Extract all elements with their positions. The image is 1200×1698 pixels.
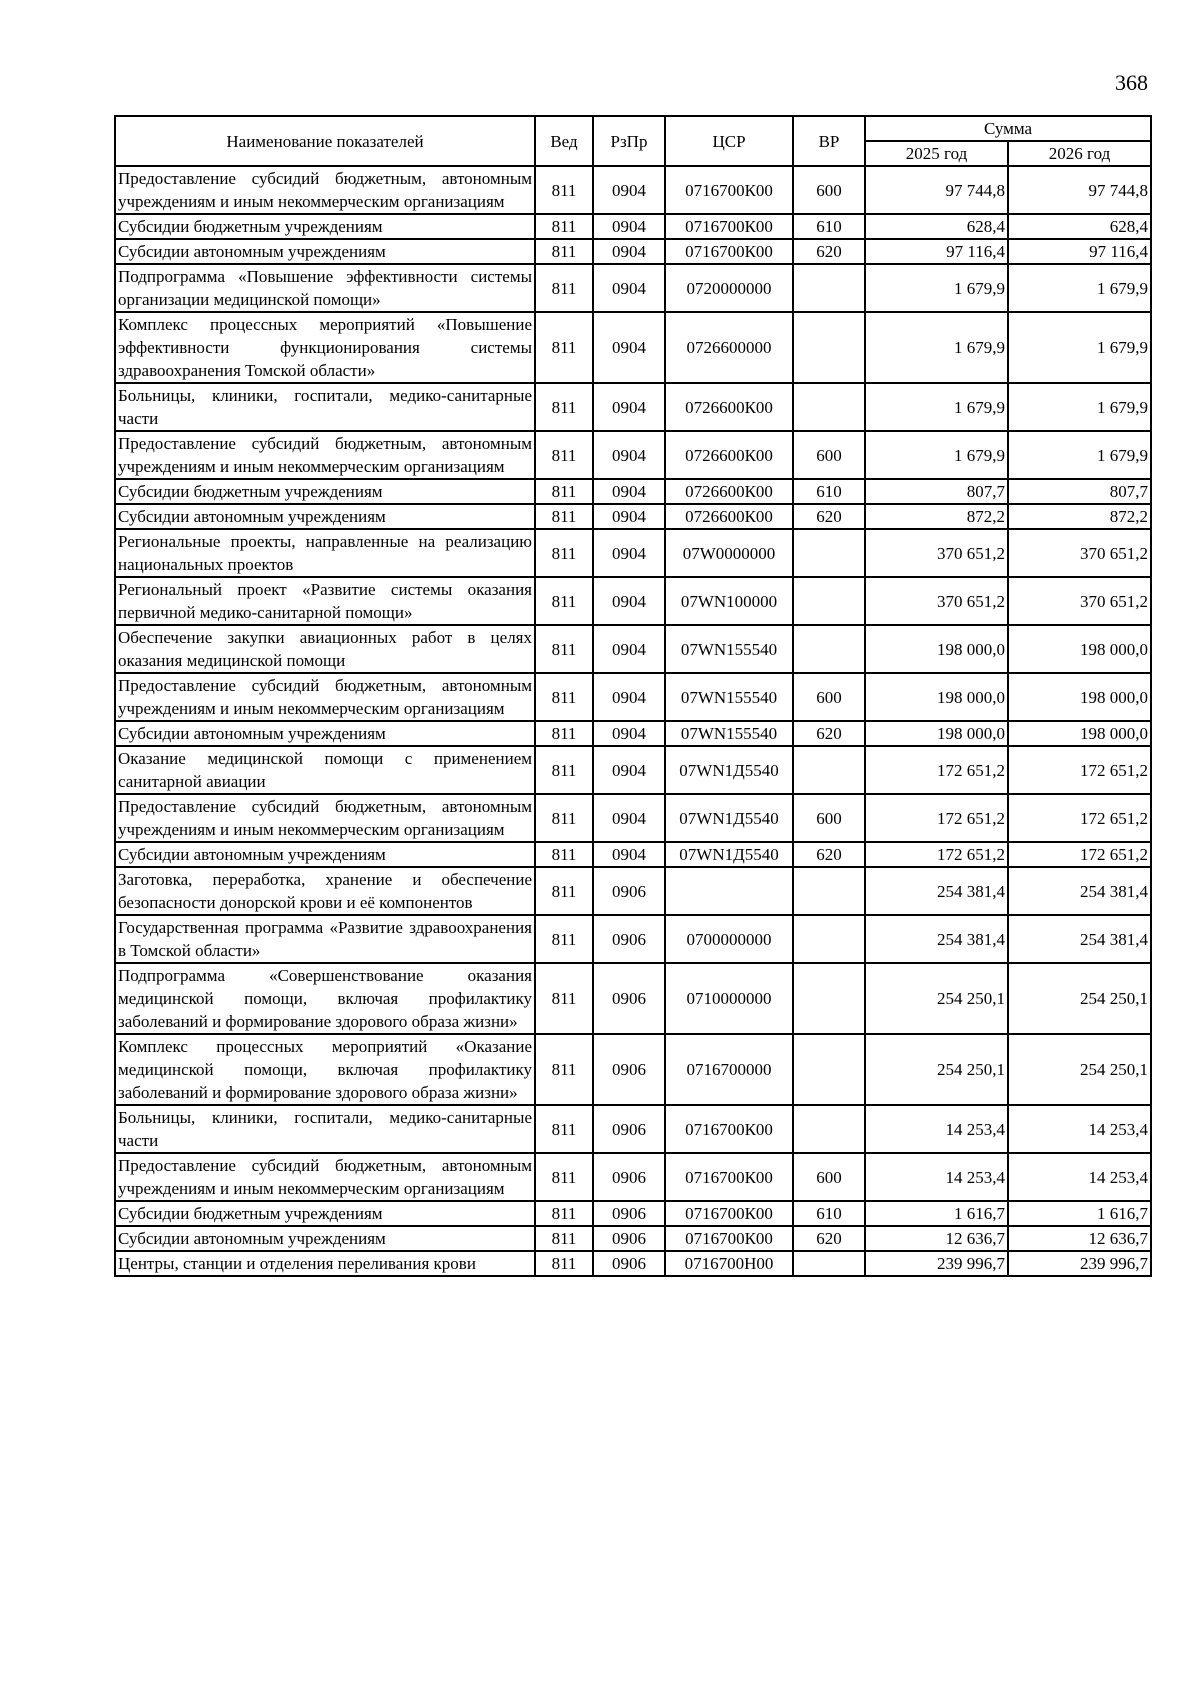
cell-name: Государственная программа «Развитие здравоохранения в Томской области» (115, 915, 535, 963)
cell-2025: 198 000,0 (865, 673, 1008, 721)
cell-2026: 254 381,4 (1008, 915, 1151, 963)
cell-vr: 600 (793, 431, 865, 479)
cell-csr: 07WN155540 (665, 625, 793, 673)
cell-ved: 811 (535, 214, 593, 239)
cell-2026: 1 616,7 (1008, 1201, 1151, 1226)
cell-ved: 811 (535, 529, 593, 577)
cell-vr (793, 963, 865, 1034)
table-row (115, 721, 1151, 746)
cell-2025: 254 381,4 (865, 867, 1008, 915)
cell-vr: 600 (793, 1153, 865, 1201)
cell-ved: 811 (535, 721, 593, 746)
cell-ved: 811 (535, 239, 593, 264)
cell-2025: 239 996,7 (865, 1251, 1008, 1276)
cell-name: Больницы, клиники, госпитали, медико-санитарные части (115, 383, 535, 431)
cell-csr: 0710000000 (665, 963, 793, 1034)
table-row (115, 1034, 1151, 1105)
cell-2026: 14 253,4 (1008, 1153, 1151, 1201)
cell-csr: 07WN155540 (665, 721, 793, 746)
cell-rzpr: 0904 (593, 166, 665, 214)
cell-name: Региональные проекты, направленные на реализацию национальных проектов (115, 529, 535, 577)
cell-vr: 610 (793, 214, 865, 239)
cell-ved: 811 (535, 383, 593, 431)
cell-vr: 620 (793, 504, 865, 529)
cell-vr (793, 577, 865, 625)
cell-2026: 1 679,9 (1008, 383, 1151, 431)
table-row (115, 239, 1151, 264)
cell-ved: 811 (535, 746, 593, 794)
cell-csr: 0716700К00 (665, 214, 793, 239)
header-2025: 2025 год (865, 141, 1008, 166)
cell-ved: 811 (535, 1226, 593, 1251)
cell-csr: 0716700К00 (665, 239, 793, 264)
cell-2026: 807,7 (1008, 479, 1151, 504)
cell-csr: 07WN1Д5540 (665, 794, 793, 842)
header-csr: ЦСР (665, 116, 793, 166)
table-row (115, 383, 1151, 431)
cell-csr: 0716700К00 (665, 1201, 793, 1226)
cell-vr (793, 1105, 865, 1153)
table-row (115, 1251, 1151, 1276)
cell-ved: 811 (535, 625, 593, 673)
cell-2025: 628,4 (865, 214, 1008, 239)
cell-vr (793, 529, 865, 577)
page-number: 368 (1115, 70, 1148, 95)
cell-2026: 198 000,0 (1008, 673, 1151, 721)
cell-ved: 811 (535, 673, 593, 721)
cell-2026: 872,2 (1008, 504, 1151, 529)
cell-2026: 172 651,2 (1008, 794, 1151, 842)
cell-ved: 811 (535, 264, 593, 312)
cell-2026: 1 679,9 (1008, 312, 1151, 383)
cell-vr: 600 (793, 794, 865, 842)
table-row (115, 529, 1151, 577)
table-row (115, 1105, 1151, 1153)
cell-ved: 811 (535, 794, 593, 842)
cell-csr: 0726600К00 (665, 504, 793, 529)
cell-2025: 14 253,4 (865, 1105, 1008, 1153)
cell-2025: 254 381,4 (865, 915, 1008, 963)
cell-vr (793, 915, 865, 963)
cell-ved: 811 (535, 312, 593, 383)
cell-rzpr: 0904 (593, 721, 665, 746)
cell-2025: 172 651,2 (865, 842, 1008, 867)
cell-csr: 0716700000 (665, 1034, 793, 1105)
cell-2026: 14 253,4 (1008, 1105, 1151, 1153)
cell-2026: 1 679,9 (1008, 264, 1151, 312)
table-header (115, 116, 1151, 166)
cell-rzpr: 0906 (593, 963, 665, 1034)
cell-ved: 811 (535, 963, 593, 1034)
cell-name: Предоставление субсидий бюджетным, автономным учреждениям и иным некоммерческим организациям (115, 673, 535, 721)
cell-ved: 811 (535, 1105, 593, 1153)
cell-vr: 610 (793, 479, 865, 504)
cell-rzpr: 0906 (593, 867, 665, 915)
budget-table (114, 115, 1152, 1277)
header-2026: 2026 год (1008, 141, 1151, 166)
cell-2025: 370 651,2 (865, 529, 1008, 577)
cell-2025: 97 116,4 (865, 239, 1008, 264)
cell-name: Субсидии бюджетным учреждениям (115, 1201, 535, 1226)
cell-ved: 811 (535, 1251, 593, 1276)
header-sum: Сумма (865, 116, 1151, 141)
cell-rzpr: 0904 (593, 214, 665, 239)
cell-ved: 811 (535, 1034, 593, 1105)
cell-2026: 254 250,1 (1008, 963, 1151, 1034)
cell-rzpr: 0904 (593, 431, 665, 479)
cell-2026: 1 679,9 (1008, 431, 1151, 479)
cell-name: Субсидии автономным учреждениям (115, 504, 535, 529)
cell-rzpr: 0906 (593, 1251, 665, 1276)
cell-2025: 172 651,2 (865, 794, 1008, 842)
cell-csr: 0726600К00 (665, 479, 793, 504)
table-row (115, 166, 1151, 214)
cell-csr: 07W0000000 (665, 529, 793, 577)
cell-vr: 620 (793, 1226, 865, 1251)
table-row (115, 431, 1151, 479)
cell-ved: 811 (535, 842, 593, 867)
cell-2025: 97 744,8 (865, 166, 1008, 214)
cell-csr: 07WN100000 (665, 577, 793, 625)
cell-rzpr: 0904 (593, 264, 665, 312)
cell-csr: 0716700К00 (665, 1105, 793, 1153)
header-vr: ВР (793, 116, 865, 166)
cell-vr: 620 (793, 239, 865, 264)
cell-rzpr: 0906 (593, 1153, 665, 1201)
cell-vr: 620 (793, 721, 865, 746)
cell-csr: 0716700К00 (665, 166, 793, 214)
table-row (115, 312, 1151, 383)
cell-name: Оказание медицинской помощи с применением санитарной авиации (115, 746, 535, 794)
cell-rzpr: 0904 (593, 383, 665, 431)
cell-ved: 811 (535, 504, 593, 529)
cell-rzpr: 0904 (593, 842, 665, 867)
cell-2026: 370 651,2 (1008, 577, 1151, 625)
cell-2026: 628,4 (1008, 214, 1151, 239)
cell-2025: 1 616,7 (865, 1201, 1008, 1226)
table-row (115, 479, 1151, 504)
cell-2026: 254 250,1 (1008, 1034, 1151, 1105)
cell-name: Предоставление субсидий бюджетным, автономным учреждениям и иным некоммерческим организациям (115, 166, 535, 214)
cell-name: Подпрограмма «Повышение эффективности системы организации медицинской помощи» (115, 264, 535, 312)
table-row (115, 842, 1151, 867)
cell-2025: 1 679,9 (865, 431, 1008, 479)
cell-csr: 0716700К00 (665, 1226, 793, 1251)
cell-rzpr: 0904 (593, 504, 665, 529)
cell-name: Обеспечение закупки авиационных работ в целях оказания медицинской помощи (115, 625, 535, 673)
cell-rzpr: 0906 (593, 1226, 665, 1251)
cell-vr: 610 (793, 1201, 865, 1226)
table-row (115, 1201, 1151, 1226)
cell-2026: 12 636,7 (1008, 1226, 1151, 1251)
cell-2025: 12 636,7 (865, 1226, 1008, 1251)
cell-name: Центры, станции и отделения переливания крови (115, 1251, 535, 1276)
cell-rzpr: 0906 (593, 1105, 665, 1153)
cell-vr: 600 (793, 166, 865, 214)
cell-rzpr: 0904 (593, 239, 665, 264)
header-rzpr: РзПр (593, 116, 665, 166)
table-row (115, 264, 1151, 312)
cell-vr (793, 625, 865, 673)
cell-ved: 811 (535, 915, 593, 963)
cell-csr (665, 867, 793, 915)
table-body (115, 166, 1151, 1276)
cell-ved: 811 (535, 577, 593, 625)
cell-name: Субсидии автономным учреждениям (115, 721, 535, 746)
cell-2025: 1 679,9 (865, 312, 1008, 383)
cell-rzpr: 0904 (593, 794, 665, 842)
table-row (115, 504, 1151, 529)
cell-name: Субсидии бюджетным учреждениям (115, 214, 535, 239)
cell-name: Предоставление субсидий бюджетным, автономным учреждениям и иным некоммерческим организациям (115, 1153, 535, 1201)
cell-2026: 172 651,2 (1008, 746, 1151, 794)
cell-2025: 1 679,9 (865, 264, 1008, 312)
cell-csr: 0726600000 (665, 312, 793, 383)
cell-name: Предоставление субсидий бюджетным, автономным учреждениям и иным некоммерческим организациям (115, 794, 535, 842)
cell-name: Подпрограмма «Совершенствование оказания медицинской помощи, включая профилактику заболеваний и формирование здорового образа жизни» (115, 963, 535, 1034)
cell-rzpr: 0904 (593, 312, 665, 383)
cell-rzpr: 0904 (593, 625, 665, 673)
table-row (115, 915, 1151, 963)
cell-ved: 811 (535, 166, 593, 214)
cell-2026: 370 651,2 (1008, 529, 1151, 577)
cell-name: Комплекс процессных мероприятий «Оказание медицинской помощи, включая профилактику заболеваний и формирование здорового образа жизни» (115, 1034, 535, 1105)
cell-2025: 198 000,0 (865, 625, 1008, 673)
cell-ved: 811 (535, 867, 593, 915)
header-ved: Вед (535, 116, 593, 166)
cell-rzpr: 0904 (593, 479, 665, 504)
cell-2025: 172 651,2 (865, 746, 1008, 794)
cell-rzpr: 0904 (593, 673, 665, 721)
cell-vr (793, 746, 865, 794)
cell-2026: 172 651,2 (1008, 842, 1151, 867)
cell-2025: 198 000,0 (865, 721, 1008, 746)
cell-name: Субсидии бюджетным учреждениям (115, 479, 535, 504)
cell-vr (793, 312, 865, 383)
cell-csr: 07WN155540 (665, 673, 793, 721)
cell-2025: 254 250,1 (865, 963, 1008, 1034)
cell-name: Больницы, клиники, госпитали, медико-санитарные части (115, 1105, 535, 1153)
table-row (115, 577, 1151, 625)
cell-2025: 807,7 (865, 479, 1008, 504)
cell-2025: 14 253,4 (865, 1153, 1008, 1201)
cell-2026: 97 744,8 (1008, 166, 1151, 214)
cell-ved: 811 (535, 1201, 593, 1226)
cell-vr (793, 1034, 865, 1105)
cell-2025: 872,2 (865, 504, 1008, 529)
cell-name: Субсидии автономным учреждениям (115, 842, 535, 867)
cell-2026: 239 996,7 (1008, 1251, 1151, 1276)
table-row (115, 673, 1151, 721)
cell-2025: 370 651,2 (865, 577, 1008, 625)
cell-ved: 811 (535, 431, 593, 479)
table-row (115, 794, 1151, 842)
cell-csr: 0716700Н00 (665, 1251, 793, 1276)
cell-rzpr: 0906 (593, 915, 665, 963)
cell-name: Заготовка, переработка, хранение и обеспечение безопасности донорской крови и её компонентов (115, 867, 535, 915)
cell-vr (793, 1251, 865, 1276)
cell-vr (793, 383, 865, 431)
cell-csr: 0720000000 (665, 264, 793, 312)
cell-rzpr: 0904 (593, 577, 665, 625)
cell-name: Комплекс процессных мероприятий «Повышение эффективности функционирования системы здравоохранения Томской области» (115, 312, 535, 383)
cell-2026: 198 000,0 (1008, 625, 1151, 673)
cell-2025: 1 679,9 (865, 383, 1008, 431)
cell-rzpr: 0906 (593, 1034, 665, 1105)
cell-csr: 0716700К00 (665, 1153, 793, 1201)
cell-rzpr: 0904 (593, 529, 665, 577)
cell-2026: 198 000,0 (1008, 721, 1151, 746)
table-row (115, 867, 1151, 915)
cell-name: Региональный проект «Развитие системы оказания первичной медико-санитарной помощи» (115, 577, 535, 625)
table-row (115, 1226, 1151, 1251)
cell-rzpr: 0904 (593, 746, 665, 794)
table-row (115, 963, 1151, 1034)
cell-name: Субсидии автономным учреждениям (115, 1226, 535, 1251)
cell-name: Субсидии автономным учреждениям (115, 239, 535, 264)
cell-ved: 811 (535, 1153, 593, 1201)
cell-name: Предоставление субсидий бюджетным, автономным учреждениям и иным некоммерческим организациям (115, 431, 535, 479)
table-row (115, 746, 1151, 794)
cell-2025: 254 250,1 (865, 1034, 1008, 1105)
cell-csr: 0726600К00 (665, 383, 793, 431)
cell-ved: 811 (535, 479, 593, 504)
cell-2026: 97 116,4 (1008, 239, 1151, 264)
cell-csr: 0726600К00 (665, 431, 793, 479)
table-row (115, 214, 1151, 239)
cell-rzpr: 0906 (593, 1201, 665, 1226)
cell-vr: 600 (793, 673, 865, 721)
cell-csr: 0700000000 (665, 915, 793, 963)
cell-vr: 620 (793, 842, 865, 867)
cell-vr (793, 867, 865, 915)
table-row (115, 625, 1151, 673)
cell-vr (793, 264, 865, 312)
table-row (115, 1153, 1151, 1201)
cell-2026: 254 381,4 (1008, 867, 1151, 915)
cell-csr: 07WN1Д5540 (665, 746, 793, 794)
cell-csr: 07WN1Д5540 (665, 842, 793, 867)
header-name: Наименование показателей (115, 116, 535, 166)
